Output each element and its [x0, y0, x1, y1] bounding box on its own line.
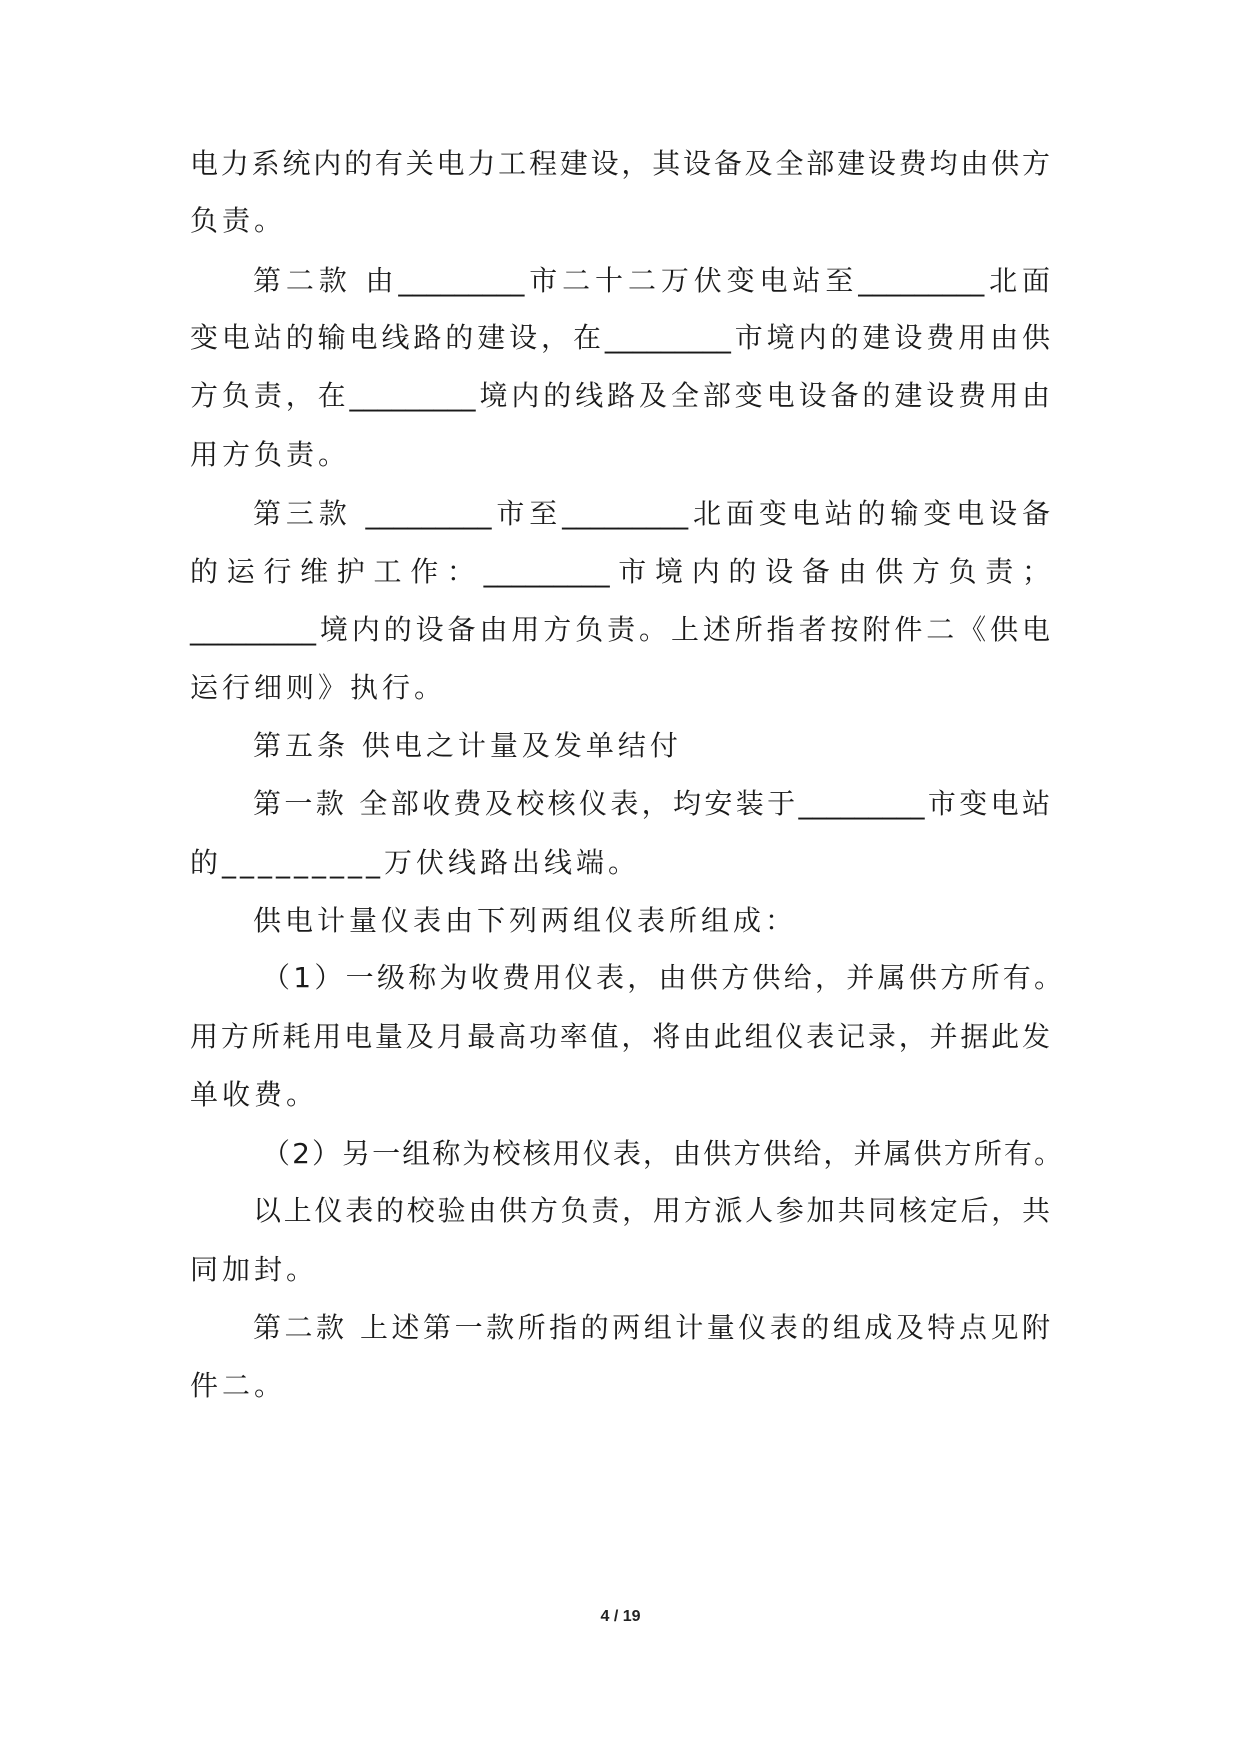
text-line: 运行细则》执行。 [190, 671, 447, 704]
text-line: 第二款 由_________市二十二万伏变电站至_________北面 [253, 264, 1050, 297]
text-line: 变电站的输电线路的建设，在_________市境内的建设费用由供 [190, 321, 1050, 354]
article-heading: 第五条 供电之计量及发单结付 [253, 729, 682, 762]
text-line: 单收费。 [190, 1078, 319, 1111]
text-line: 以上仪表的校验由供方负责，用方派人参加共同核定后，共 [253, 1194, 1050, 1227]
text-line: （2）另一组称为校核用仪表，由供方供给，并属供方所有。 [262, 1137, 1062, 1170]
text-line: 电力系统内的有关电力工程建设，其设备及全部建设费均由供方 [190, 147, 1050, 180]
text-line: 用方负责。 [190, 438, 351, 471]
text-line: 负责。 [190, 204, 287, 237]
text-line: 件二。 [190, 1369, 287, 1402]
text-line: 方负责，在_________境内的线路及全部变电设备的建设费用由 [190, 379, 1050, 412]
text-line: 供电计量仪表由下列两组仪表所组成： [253, 904, 798, 937]
text-line: 同加封。 [190, 1253, 319, 1286]
text-line: 第三款 _________市至_________北面变电站的输变电设备 [253, 497, 1050, 530]
text-line: _________境内的设备由用方负责。上述所指者按附件二《供电 [190, 613, 1050, 646]
text-line: 用方所耗用电量及月最高功率值，将由此组仪表记录，并据此发 [190, 1020, 1050, 1053]
text-line: 的运行维护工作：_________市境内的设备由供方负责； [190, 555, 1050, 588]
page-number: 4 / 19 [600, 1608, 641, 1625]
text-line: （1）一级称为收费用仪表，由供方供给，并属供方所有。 [262, 961, 1062, 994]
text-line: 第一款 全部收费及校核仪表，均安装于_________市变电站 [253, 787, 1050, 820]
text-line: 的_________万伏线路出线端。 [190, 846, 641, 879]
text-line: 第二款 上述第一款所指的两组计量仪表的组成及特点见附 [253, 1311, 1050, 1344]
